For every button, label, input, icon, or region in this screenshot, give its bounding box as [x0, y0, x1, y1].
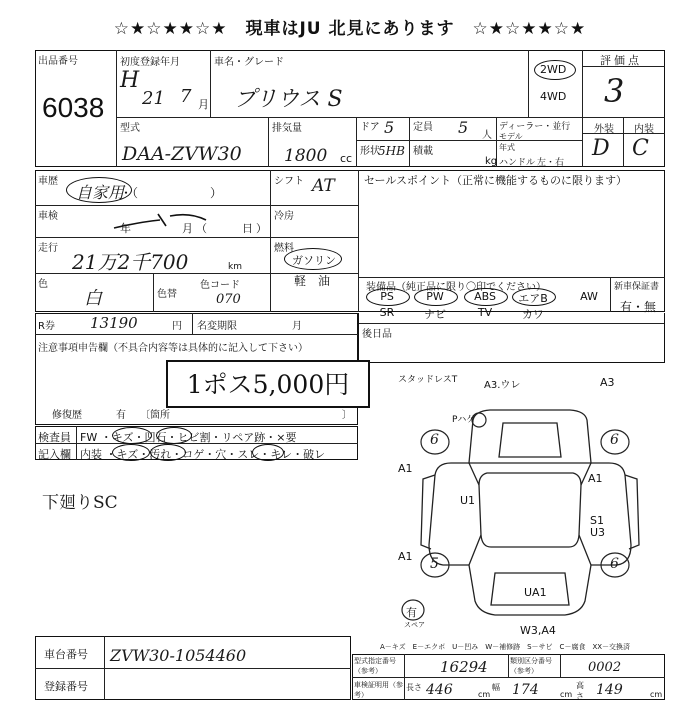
- capacity-label: 定員: [413, 122, 433, 133]
- capacity-value: 5: [458, 118, 469, 137]
- equipment-item: AW: [580, 290, 598, 303]
- inspection-close-paren: ）: [256, 222, 267, 235]
- diagram-note-u1: U1: [460, 494, 476, 507]
- equipment-circle: [464, 288, 508, 306]
- model-value: DAA-ZVW30: [122, 143, 242, 165]
- score-label: 評価点: [600, 54, 642, 67]
- inspection-open-paren: （: [196, 222, 207, 235]
- handle-opts: 左・右: [537, 158, 565, 168]
- warranty-value: 有・無: [620, 300, 657, 314]
- inspection-month: 月: [182, 222, 193, 235]
- doors-label: ドア: [360, 122, 380, 133]
- repair-bracket: 〔箇所: [140, 410, 170, 421]
- inspection-strike-icon: [110, 208, 210, 234]
- rear-seat-section: [358, 313, 665, 363]
- length-label: 長さ: [406, 683, 422, 692]
- tire-rr-mark: 6: [610, 556, 619, 572]
- model-year-label: モデル年式: [499, 132, 523, 152]
- displacement-label: 排気量: [272, 123, 302, 134]
- car-roof: [479, 473, 581, 547]
- exterior-label: 外装: [594, 124, 614, 135]
- length-value: 446: [426, 682, 453, 698]
- color-code-label: 色コード: [200, 280, 240, 291]
- drive-4wd: 4WD: [540, 90, 567, 103]
- mileage-value: 21万2千700: [72, 250, 189, 274]
- repair-bracket-close: 〕: [342, 410, 352, 421]
- color-swap-label: 色替: [157, 289, 177, 300]
- diagram-note-top-right: A3: [600, 376, 615, 389]
- inspection-year: 年: [120, 222, 131, 235]
- diagram-note-a1-right: A1: [588, 472, 603, 485]
- car-name-value: プリウス S: [234, 87, 343, 112]
- yogore-circle: [150, 444, 186, 461]
- exterior-grade: D: [592, 136, 610, 161]
- rear-seat-label: 後日品: [362, 329, 392, 340]
- lot-label: 出品番号: [38, 56, 78, 67]
- inspection-day: 日: [242, 222, 253, 235]
- height-value: 149: [596, 682, 623, 698]
- equipment-circle: [512, 288, 556, 306]
- equipment-item: PS: [380, 290, 394, 303]
- notice-label: 注意事項申告欄（不具合内容等は具体的に記入して下さい）: [38, 343, 308, 354]
- diagram-note-top-left: スタッドレスT: [398, 375, 458, 385]
- tire-fl-mark: 6: [430, 432, 439, 448]
- lot-number: 6038: [42, 92, 105, 123]
- shape-value: 5HB: [378, 144, 405, 158]
- length-unit: cm: [478, 690, 491, 699]
- mileage-unit: km: [228, 262, 242, 272]
- kizu-circle: [112, 427, 152, 444]
- sales-point-label: セールスポイント（正常に機能するものに限ります）: [364, 174, 628, 187]
- repair-value: 有: [116, 410, 126, 421]
- capacity-unit: 人: [482, 130, 492, 141]
- expiry-month: 月: [292, 321, 302, 332]
- width-value: 174: [512, 682, 539, 698]
- mileage-label: 走行: [38, 243, 58, 254]
- shift-label: シフト: [274, 176, 304, 187]
- diagram-note-bottom: W3,A4: [520, 624, 556, 637]
- height-label: 高さ: [576, 681, 584, 701]
- diagram-note-s1: S1: [590, 514, 604, 527]
- tire-fr-mark: 6: [610, 432, 619, 448]
- recycle-unit: 円: [172, 321, 182, 332]
- first-reg-month: 7: [180, 86, 192, 107]
- color-code-value: 070: [216, 292, 241, 307]
- sure-circle: [252, 444, 284, 461]
- score-value: 3: [604, 72, 625, 110]
- notice-stamp: 1ポス5,000円: [166, 360, 370, 408]
- diagram-note-top-mid: A3.ウレ: [484, 380, 521, 391]
- first-reg-month-unit: 月: [198, 98, 209, 111]
- damage-legend: A－キズ E－エクボ U－凹み W－補修跡 S－サビ C－腐食 XX－交換済: [380, 643, 631, 651]
- interior-grade: C: [632, 136, 649, 161]
- equipment-item: TV: [477, 306, 493, 319]
- diagram-note-a1-left: A1: [398, 462, 413, 475]
- registration-label: 登録番号: [44, 680, 88, 693]
- displacement-unit: cc: [340, 152, 353, 165]
- vehicle-type-label: 車歴: [38, 176, 58, 187]
- width-unit: cm: [560, 690, 573, 699]
- tire-rl-mark: 5: [430, 556, 439, 572]
- page-title: ☆★☆★★☆★ 現車はJU 北見にあります ☆★☆★★☆★: [113, 19, 587, 39]
- class-code-label: 類別区分番号（参考）: [510, 657, 552, 675]
- diagram-note-ua1: UA1: [524, 586, 547, 599]
- width-label: 幅: [492, 683, 500, 692]
- shift-value: AT: [312, 176, 335, 196]
- first-reg-year: 21: [142, 88, 165, 109]
- car-body-outline: [429, 463, 469, 565]
- model-label: 型式: [120, 123, 140, 134]
- inspector-label: 検査員: [38, 431, 71, 444]
- inspection-label: 車検: [38, 211, 58, 222]
- color-value: 白: [84, 288, 102, 309]
- drive-2wd: 2WD: [540, 63, 567, 76]
- equipment-item: カワ: [522, 308, 544, 321]
- recycle-label: R券: [38, 321, 55, 332]
- warranty-label: 新車保証書: [614, 282, 660, 292]
- spare-mark: 有: [406, 606, 417, 619]
- fuel-light-oil: 軽 油: [294, 274, 331, 288]
- spare-label: スペア: [404, 621, 425, 629]
- doors-value: 5: [384, 118, 395, 137]
- fuel-label: 燃料: [274, 243, 294, 254]
- remarks-text: 下廻りSC: [42, 493, 118, 513]
- car-name-label: 車名・グレード: [214, 57, 284, 68]
- expiry-label: 名変期限: [197, 321, 237, 332]
- vehicle-type-value: 自家用: [76, 183, 125, 202]
- repair-label: 修復歴: [52, 410, 82, 421]
- dealer-label: ディーラー・並行: [499, 122, 571, 132]
- displacement-value: 1800: [284, 146, 328, 166]
- handle-label: ハンドル: [499, 158, 536, 168]
- fuel-gasoline: ガソリン: [292, 254, 336, 267]
- equipment-circle: [414, 288, 458, 306]
- equipment-item: ナビ: [424, 308, 446, 321]
- chassis-label: 車台番号: [44, 648, 88, 661]
- cargo-unit: kg: [485, 156, 498, 167]
- equipment-item: ABS: [474, 290, 496, 303]
- interior-label: 内装: [634, 124, 654, 135]
- class-code-value: 0002: [588, 660, 622, 675]
- cargo-label: 積載: [413, 146, 433, 157]
- color-label: 色: [38, 279, 48, 290]
- first-reg-label: 初度登録年月: [120, 57, 180, 68]
- inspector-row: FW ・キズ・凹石・ヒビ割・リペア跡・×要: [80, 431, 297, 444]
- heko-circle: [156, 427, 192, 444]
- diagram-note-p: Pハゲ: [452, 415, 476, 425]
- first-reg-era: H: [120, 68, 140, 93]
- kizu2-circle: [112, 444, 150, 461]
- chassis-value: ZVW30-1054460: [110, 646, 247, 665]
- diagram-note-u3: U3: [590, 526, 606, 539]
- entry-label: 記入欄: [38, 448, 71, 461]
- height-unit: cm: [650, 690, 663, 699]
- equipment-item: PW: [426, 290, 444, 303]
- equipment-label: 装備品（純正品に限り〇印でください）: [366, 282, 546, 293]
- type-cert-label: 型式指定番号（参考）: [354, 657, 396, 675]
- entry-row: 内装 ・キズ・汚れ・コゲ・穴・スレ・キレ・破レ: [80, 448, 326, 461]
- equipment-item: SR: [379, 306, 395, 319]
- car-front-hood: [469, 410, 591, 463]
- vehicle-type-suffix: ・（ ）: [120, 186, 223, 200]
- type-cert-value: 16294: [440, 658, 488, 676]
- recycle-value: 13190: [90, 314, 138, 332]
- equipment-circle: [366, 288, 410, 306]
- shape-label: 形状: [360, 146, 380, 157]
- cooler-label: 冷房: [274, 211, 294, 222]
- equipment-item: エアB: [518, 292, 548, 305]
- cert-label: 車検証明用（参考）: [354, 681, 403, 699]
- diagram-note-a1-left2: A1: [398, 550, 413, 563]
